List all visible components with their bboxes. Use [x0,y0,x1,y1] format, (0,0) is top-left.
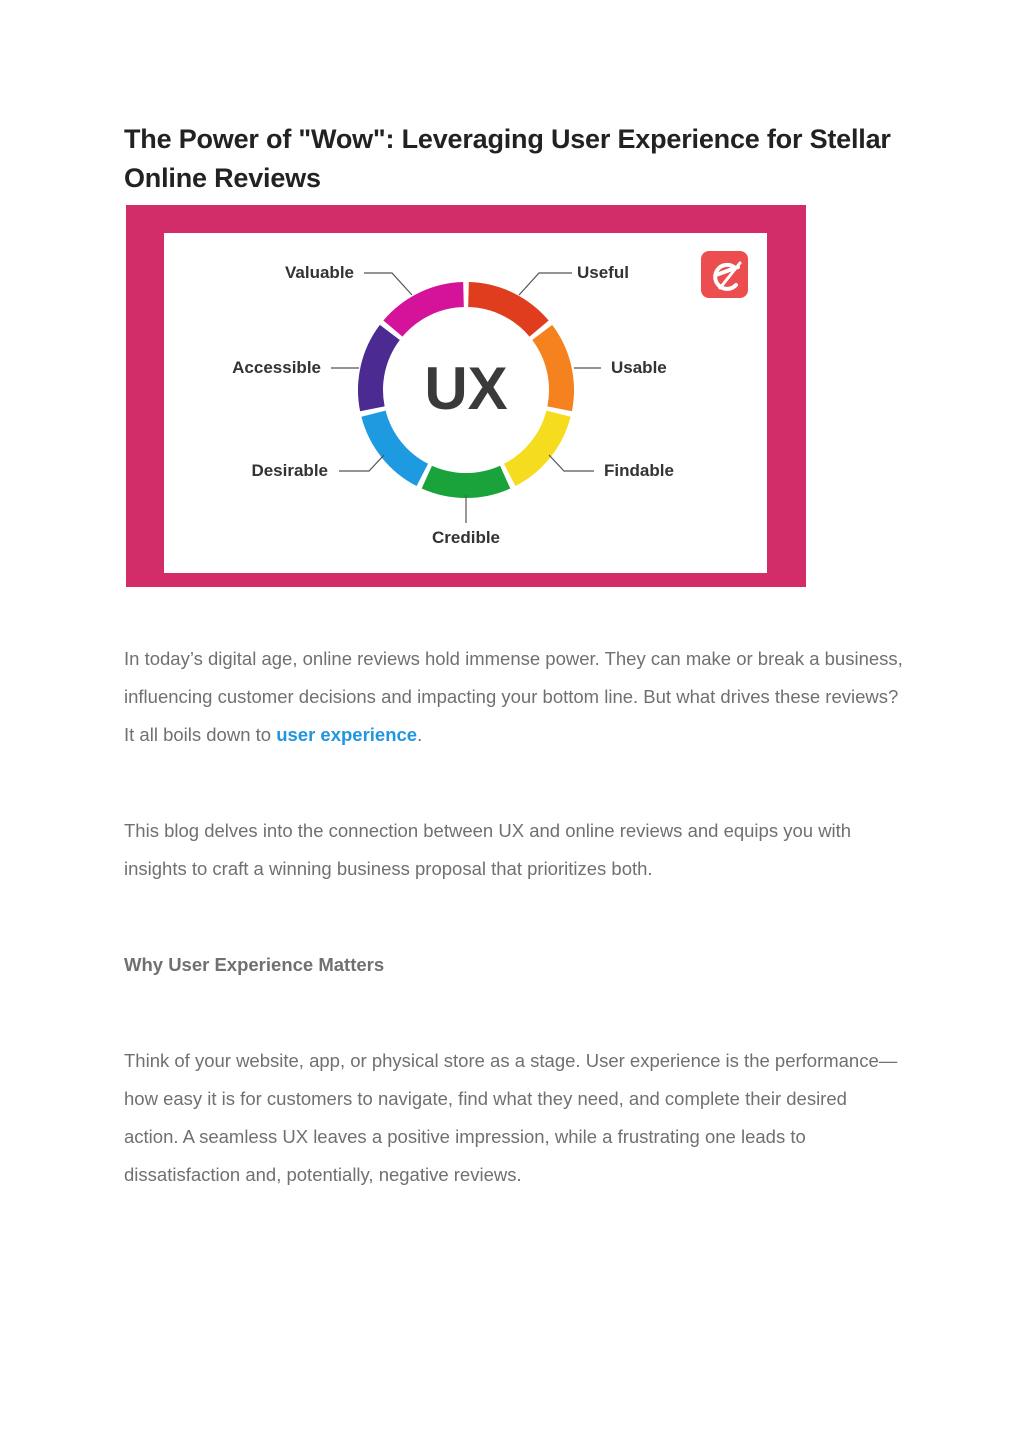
ux-segment-desirable [361,411,428,486]
ux-center-label: UX [424,355,508,422]
article [124,120,904,1194]
ux-label-desirable: Desirable [251,461,328,480]
user-experience-link[interactable]: user experience [276,724,418,745]
ux-wheel-diagram [164,233,767,573]
ux-leader-line-findable [549,455,594,471]
ux-segment-valuable [383,282,463,337]
ux-label-usable: Usable [611,358,667,377]
intro-text-end: . [417,724,423,745]
ux-label-findable: Findable [604,461,674,480]
ux-leader-line-desirable [339,455,384,471]
intro-paragraph [124,640,904,754]
ux-leader-line-useful [519,273,572,295]
ux-matters-paragraph: Think of your website, app, or physical store as a stage. User experience is the performance—how easy it is for customers to navigate, find what they need, and complete their desired action. A seamless UX leaves a positive impression, while a frustrating one leads to dissatisfaction and, potentially, negative reviews. [124,1050,898,1185]
ux-label-useful: Useful [577,263,629,282]
ux-label-accessible: Accessible [232,358,321,377]
e-logo-icon [701,251,748,298]
ux-leader-line-valuable [364,273,412,295]
intro-text: In today’s digital age, online reviews hold immense power. They can make or break a business, influencing customer decisions and impacting your bottom line. But what drives these reviews? It all boils down to [124,648,903,745]
blog-summary-paragraph: This blog delves into the connection between UX and online reviews and equips you with insights to craft a winning business proposal that prioritizes both. [124,820,852,879]
ux-segment-accessible [358,325,400,411]
ux-diagram-canvas [164,233,767,573]
ux-segment-useful [468,282,548,337]
ux-label-credible: Credible [431,528,501,547]
ux-segment-findable [504,411,571,486]
section-heading: Why User Experience Matters [124,954,385,975]
ux-segment-credible [422,466,511,498]
ux-diagram-figure [126,205,806,587]
ux-segment-usable [532,325,574,411]
ux-label-valuable: Valuable [285,263,354,282]
article-title: The Power of "Wow": Leveraging User Experience for Stellar Online Reviews [124,124,891,193]
